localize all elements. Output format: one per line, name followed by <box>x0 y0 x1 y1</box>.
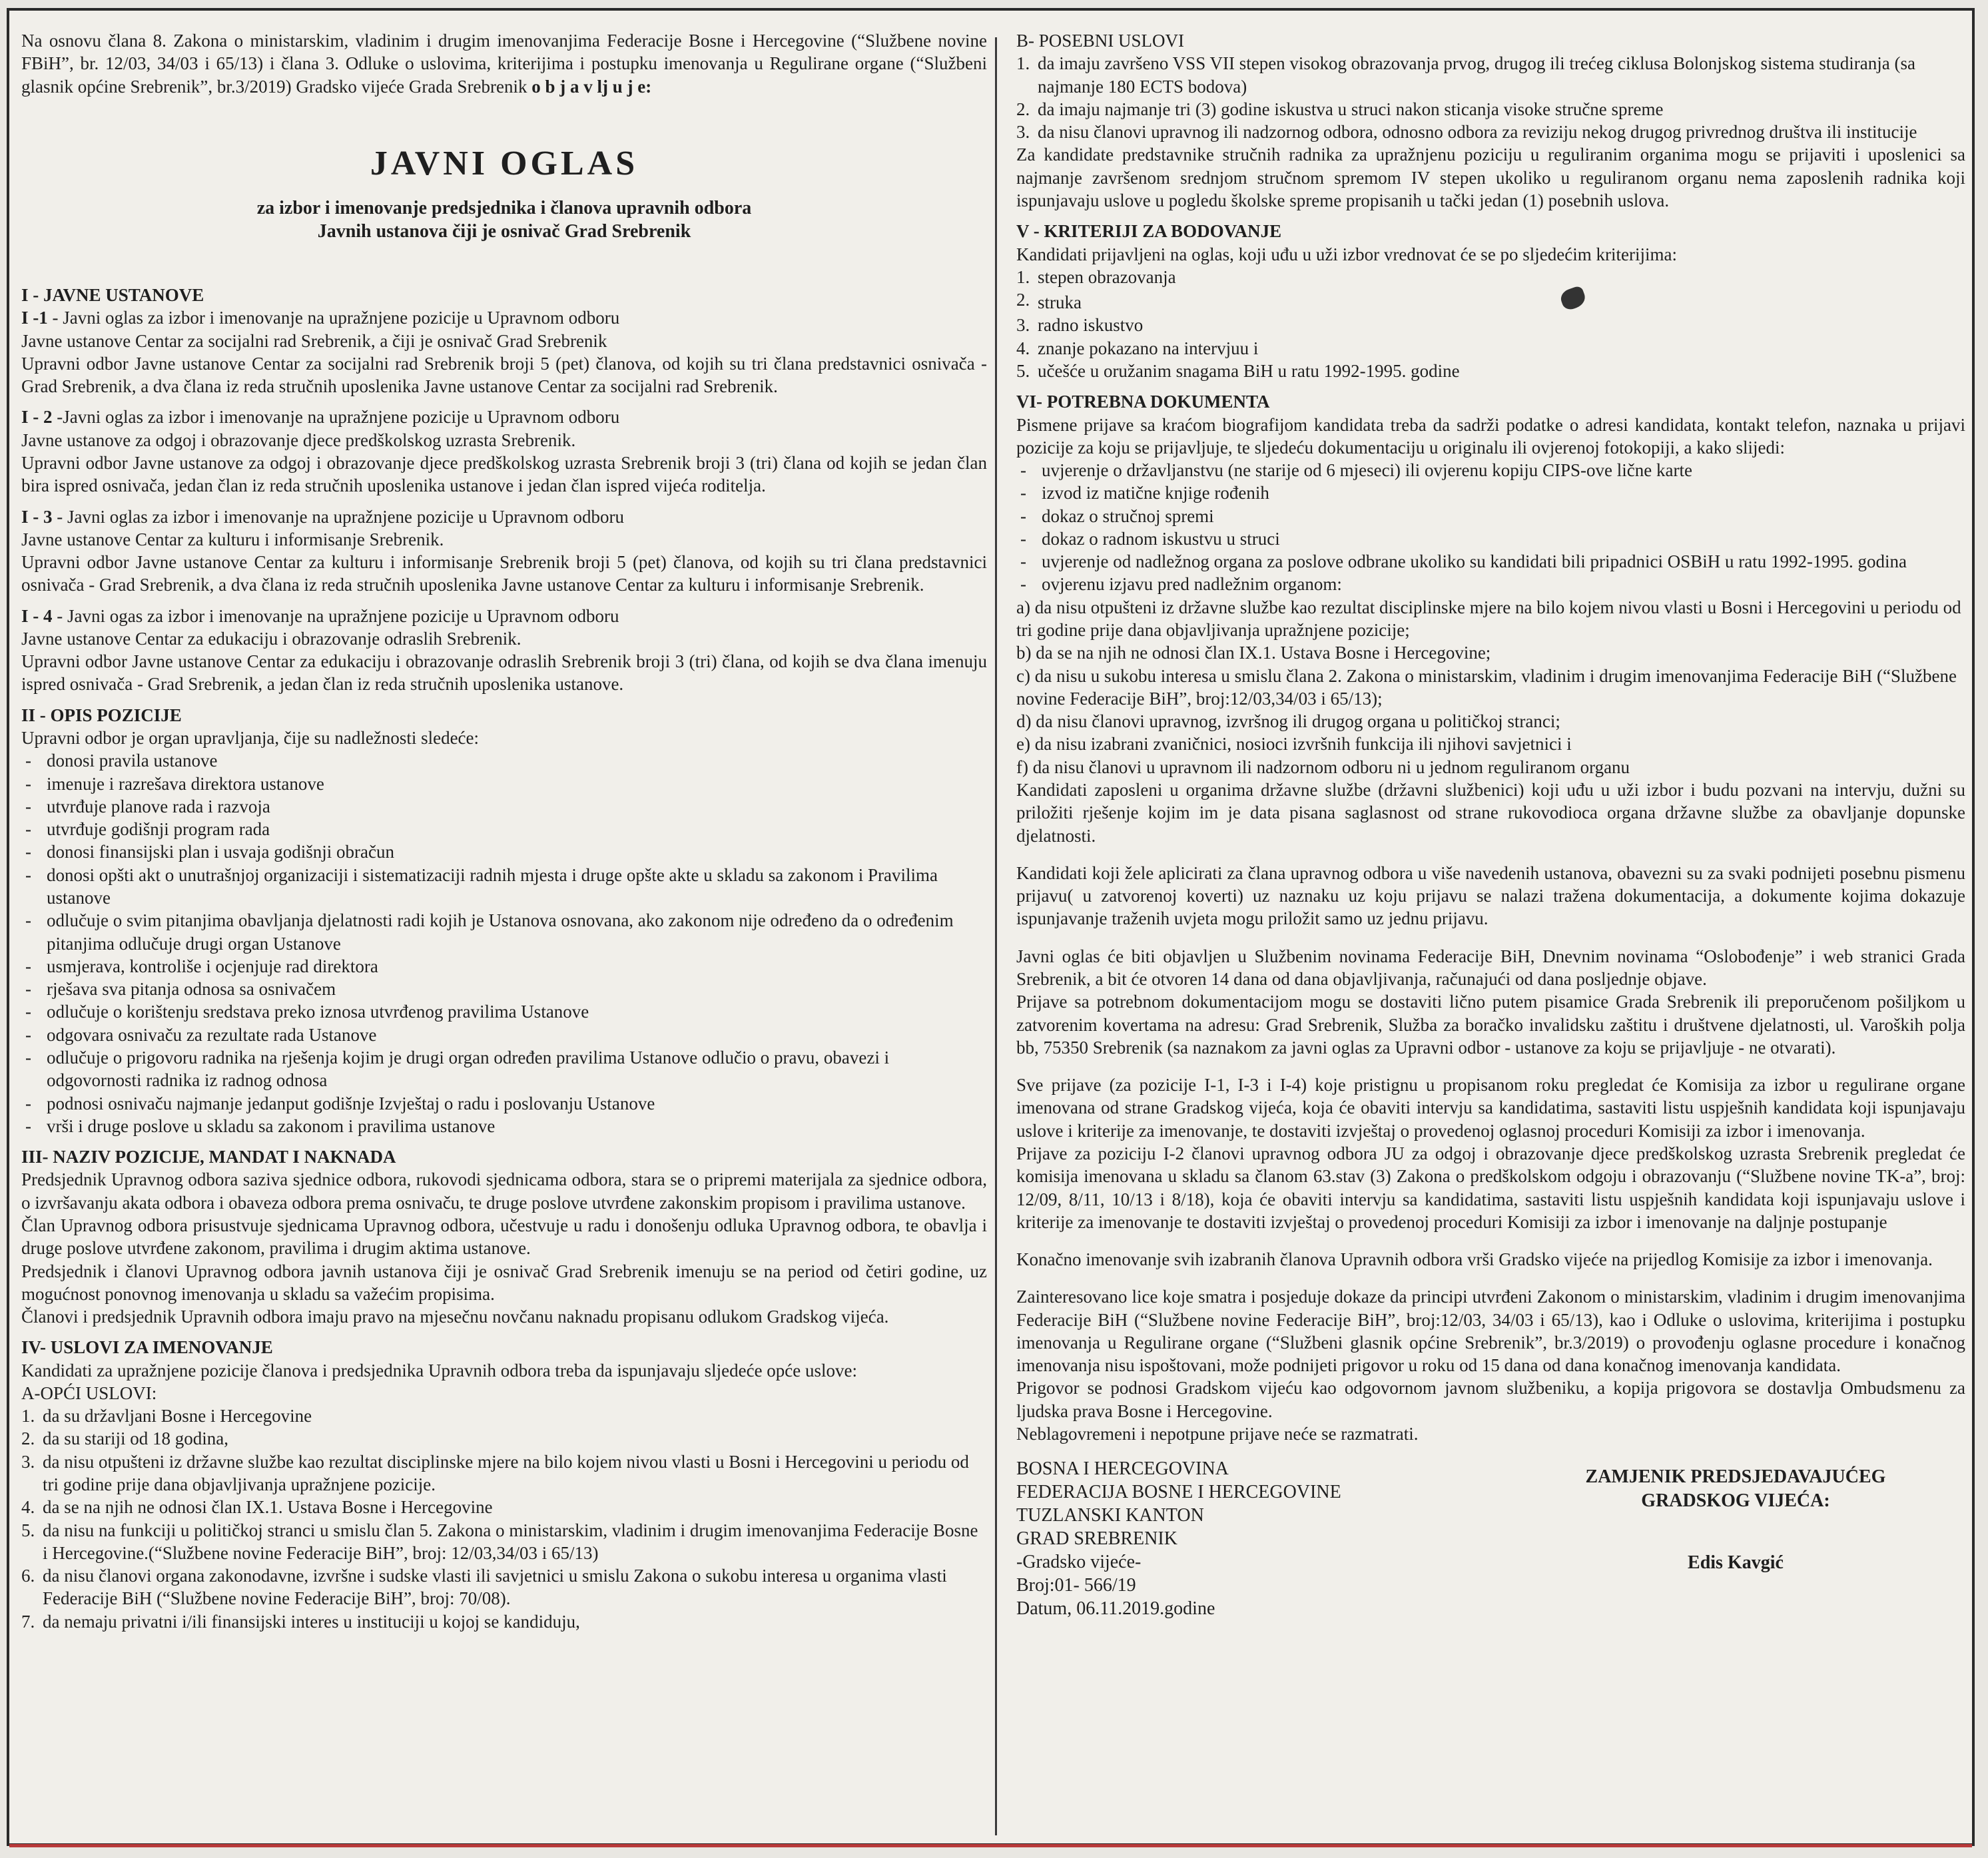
paragraph: Član Upravnog odbora prisustvuje sjednicama Upravnog odbora, učestvuje u radu i donošenju odluka Upravnog odbora, te obavlja i druge poslove utvrđene zakonom, pravilima i drugim aktima ustanove. <box>21 1215 987 1259</box>
paragraph: Zainteresovano lice koje smatra i posjeduje dokaze da principi utvrđeni Zakonom o ministarskim, vladinim i drugim imenovanjima Federacije BiH (“Službene novine Federacije BiH”, broj:12/03, 34/03 i 65/13), kao i Odluke o uslovima, kriterijima i postupku imenovanja u Regulirane organe (“Službeni glasnik općine Srebrenik”, br.3/2019) o provođenju oglasne procedure i konačnog imenovanja nisu ispoštovani, može podnijeti prigovor u roku od 15 dana od dana konačnog imenovanja kandidata. <box>1016 1287 1965 1376</box>
list-item: 5. učešće u oružanim snagama BiH u ratu 1992-1995. godine <box>1016 360 1460 381</box>
list-item: - rješava sva pitanja odnosa sa osnivačem <box>21 978 987 1000</box>
paragraph: Kandidati zaposleni u organima državne službe (državni službenici) koji uđu u uži izbor i budu pozvani na intervju, dužni su priložiti rješenje kojim im je data pisana saglasnost od strane rukovodioca organa državne službe za obavljanje dopunske djelatnosti. <box>1016 780 1965 846</box>
institution-item <box>21 505 987 597</box>
paragraph: Javni oglas će biti objavljen u Službenim novinama Federacije BiH, Dnevnim novinama “Oslobođenje” i web stranici Grada Srebrenik, a bit će otvoren 14 dana od dana objavljivanja, računajući od dana posljednje objave. <box>1016 946 1965 989</box>
section-heading: II - OPIS POZICIJE <box>21 705 182 725</box>
subtitle-line-2: Javnih ustanova čiji je osnivač Grad Srebrenik <box>317 221 691 242</box>
paragraph: Članovi i predsjednik Upravnih odbora imaju pravo na mjesečnu novčanu naknadu propisanu odlukom Gradskog vijeća. <box>21 1307 889 1327</box>
list-item: - donosi opšti akt o unutrašnjoj organizaciji i sistematizaciji radnih mjesta i druge opšte akte u skladu sa zakonom i Pravilima ustanove <box>21 864 987 910</box>
address-line: Broj:01- 566/19 <box>1016 1575 1136 1596</box>
list-item: - uvjerenje o državljanstvu (ne starije od 6 mjeseci) ili ovjerenu kopiju CIPS-ove lične karte <box>1016 459 1965 481</box>
section-lead: Pismene prijave sa kraćom biografijom kandidata treba da sadrži podatke o adresi kandidata, kontakt telefon, naznaka u prijavi pozicije za koju se prijavljuje, te sljedeću dokumentaciju u originalu ili ovjerenoj fotokopiji, a kako slijedi: <box>1016 414 1965 458</box>
list-item: - izvod iz matične knjige rođenih <box>1016 481 1965 504</box>
list-item: 6. da nisu članovi organa zakonodavne, izvršne i sudske vlasti ili savjetnici u smislu Zakona o sukobu interesa u organima vlasti Federacije BiH (“Službene novine Federacije BiH”, broj: 70/08). <box>21 1566 947 1609</box>
address-line: Datum, 06.11.2019.godine <box>1016 1598 1215 1620</box>
section-heading: VI- POTREBNA DOKUMENTA <box>1016 392 1270 412</box>
list-item: 3. da nisu otpušteni iz državne službe kao rezultat disciplinske mjere na bilo kojem nivou vlasti u Bosni i Hercegovini u periodu od tri godine prije dana objavljivanja upražnjene pozicije. <box>21 1451 969 1495</box>
section-posebni-uslovi <box>1016 29 1965 212</box>
page-bottom-rule <box>9 1844 1972 1847</box>
list-item: - ovjerenu izjavu pred nadležnim organom: <box>1016 573 1965 595</box>
list-item: - odlučuje o svim pitanjima obavljanja djelatnosti radi kojih je Ustanova osnovana, ako zakonom nije određeno da o određenim pitanjima odlučuje drugi organ Ustanove <box>21 909 987 955</box>
list-item: - donosi finansijski plan i usvaja godišnji obračun <box>21 840 987 863</box>
list-item: 3. radno iskustvo <box>1016 315 1144 336</box>
item-code: I - 3 <box>21 506 53 527</box>
documents-list <box>1016 459 1965 596</box>
list-item: 4. da se na njih ne odnosi član IX.1. Ustava Bosne i Hercegovine <box>21 1497 493 1518</box>
section-heading: III- NAZIV POZICIJE, MANDAT I NAKNADA <box>21 1147 396 1167</box>
item-line: Upravni odbor Javne ustanove Centar za edukaciju i obrazovanje odraslih Srebrenik broji 3 (tri) člana, od kojih se dva člana imenuju ispred osnivača - Grad Srebrenik, a jedan član iz reda stručnih uposlenika ustanove. <box>21 651 987 695</box>
section-javne-ustanove <box>21 284 987 696</box>
item-line: Javne ustanove za odgoj i obrazovanje djece predškolskog uzrasta Srebrenik. <box>21 430 576 450</box>
intro-text: Na osnovu člana 8. Zakona o ministarskim, vladinim i drugim imenovanjima Federacije Bosne i Hercegovine (“Službene novine FBiH”, br. 12/03, 34/03 i 65/13) i člana 3. Odluke o uslovima, kriterijima i postupku imenovanja u Regulirane organe (“Službeni glasnik općine Srebrenik”, br.3/2019) Gradsko vijeće Grada Srebrenik <box>21 31 987 97</box>
item-line: Upravni odbor Javne ustanove Centar za socijalni rad Srebrenik broji 5 (pet) članova, od kojih su tri člana predstavnici osnivača - Grad Srebrenik, a dva člana iz reda stručnih uposlenika Javne ustanove Centar za socijalni rad Srebrenik. <box>21 353 987 397</box>
list-item: 2. da imaju najmanje tri (3) godine iskustva u struci nakon sticanja visoke stručne spreme <box>1016 99 1664 119</box>
paragraph: Neblagovremeni i nepotpune prijave neće se razmatrati. <box>1016 1424 1419 1444</box>
section-lead: Kandidati prijavljeni na oglas, koji uđu u uži izbor vrednovat će se po sljedećim kriterijima: <box>1016 244 1677 264</box>
right-column <box>1016 29 1965 1637</box>
list-item: 3. da nisu članovi upravnog ili nadzornog odbora, odnosno odbora za reviziju nekog drugog privrednog društva ili institucije <box>1016 122 1917 143</box>
section-dokumenta <box>1016 390 1965 1445</box>
institution-item <box>21 406 987 497</box>
item-line: Javne ustanove Centar za socijalni rad Srebrenik, a čiji je osnivač Grad Srebrenik <box>21 330 607 351</box>
list-item: 5. da nisu na funkciji u političkoj stranci u smislu član 5. Zakona o ministarskim, vladinim i drugim imenovanjima Federacije Bosne i Hercegovine.(“Službene novine Federacije BiH”, broj: 12/03,34/03 i 65/13) <box>21 1520 978 1563</box>
list-item: - podnosi osnivaču najmanje jedanput godišnje Izvještaj o radu i poslovanju Ustanove <box>21 1092 987 1115</box>
column-divider <box>995 37 997 1835</box>
paragraph: Predsjednik Upravnog odbora saziva sjednice odbora, rukovodi sjednicama odbora, stara se o pripremi materijala za sjednice odbora, o izvršavanju akata odbora i obaveza odbora prema osnivaču, te druge poslove utvrđene zakonskim propisom i pravilima ustanove. <box>21 1169 987 1213</box>
signature-title-2: GRADSKOG VIJEĆA: <box>1641 1490 1830 1511</box>
paragraph: Sve prijave (za pozicije I-1, I-3 i I-4) koje pristignu u propisanom roku pregledat će Komisija za izbor u regulirane organe imenovana od strane Gradskog vijeća, koja će obaviti intervju sa kandidatima, sastaviti listu uspješnih kandidata koji ispunjavaju uslove i kriterije za imenovanje, te dostaviti izvještaj o provedenoj oglasnoj proceduri Komisiji za izbor i imenovanja. <box>1016 1075 1965 1141</box>
list-item: 1. da imaju završeno VSS VII stepen visokog obrazovanja prvog, drugog ili trećeg ciklusa Bolonjskog sistema studiranja (sa najmanje 180 ECTS bodova) <box>1016 53 1915 97</box>
declaration-item: d) da nisu članovi upravnog, izvršnog ili drugog organa u političkoj stranci; <box>1016 711 1560 732</box>
address-line: GRAD SREBRENIK <box>1016 1528 1177 1550</box>
institution-item <box>21 306 987 398</box>
declaration-item: e) da nisu izabrani zvaničnici, nosioci izvršnih funkcija ili njihovi savjetnici i <box>1016 734 1572 755</box>
section-kriteriji <box>1016 220 1965 382</box>
list-item: - vrši i druge poslove u skladu sa zakonom i pravilima ustanove <box>21 1115 987 1137</box>
list-item: - imenuje i razrešava direktora ustanove <box>21 773 987 795</box>
item-code: I - 4 <box>21 605 53 626</box>
item-line: Upravni odbor Javne ustanove za odgoj i obrazovanje djece predškolskog uzrasta Srebrenik broji 3 (tri) člana od kojih se jedan član bira ispred osnivača, jedan član iz reda stručnih uposlenika ustanove i jedan član ispred vijeća roditelja. <box>21 452 987 496</box>
paragraph: Predsjednik i članovi Upravnog odbora javnih ustanova čiji je osnivač Grad Srebrenik imenuju se na period od četiri godine, uz mogućnost ponovnog imenovanja u skladu sa važećim propisima. <box>21 1261 987 1304</box>
footer <box>1016 1457 1965 1637</box>
paragraph: Kandidati koji žele aplicirati za člana upravnog odbora u više navedenih ustanova, obavezni su za svaki podnijeti posebnu pismenu prijavu( u zatvorenoj koverti) uz naznaku uz koju prijavu se nalazi tražena dokumentacija, a dokumente kojima dokazuje ispunjavanje traženih uvjeta mogu priložit samo uz jednu prijavu. <box>1016 862 1965 929</box>
section-heading: IV- USLOVI ZA IMENOVANJE <box>21 1337 273 1358</box>
institution-item <box>21 605 987 696</box>
title-block <box>21 142 987 244</box>
section-naziv-pozicije <box>21 1145 987 1328</box>
item-line: Javne ustanove Centar za kulturu i informisanje Srebrenik. <box>21 529 444 549</box>
list-item: 1. stepen obrazovanja <box>1016 266 1176 287</box>
page-title: JAVNI OGLAS <box>370 144 639 182</box>
section-lead: Upravni odbor je organ upravljanja, čije su nadležnosti sledeće: <box>21 728 480 749</box>
section-uslovi <box>21 1336 987 1633</box>
list-item: - utvrđuje planove rada i razvoja <box>21 795 987 818</box>
list-item: - uvjerenje od nadležnog organa za poslove odbrane ukoliko su kandidati bili pripadnici OSBiH u ratu 1992-1995. godina <box>1016 550 1965 573</box>
list-item: - donosi pravila ustanove <box>21 749 987 772</box>
list-item: 2. struka <box>1016 288 1965 314</box>
issuer-address <box>1016 1457 1341 1620</box>
list-item: - dokaz o stručnoj spremi <box>1016 505 1965 527</box>
declaration-item: b) da se na njih ne odnosi član IX.1. Ustava Bosne i Hercegovine; <box>1016 643 1491 663</box>
list-item: - odlučuje o korištenju sredstava preko iznosa utvrđenog pravilima Ustanove <box>21 1000 987 1023</box>
address-line: TUZLANSKI KANTON <box>1016 1505 1204 1526</box>
item-code: I - 2 <box>21 407 53 428</box>
signature-name: Edis Kavgić <box>1688 1552 1784 1574</box>
special-note: Za kandidate predstavnike stručnih radnika za upražnjenu poziciju u reguliranim organima mogu se prijaviti i uposlenici sa najmanje završenom srednjom stručnom spremom IV stepen ukoliko u reguliranom organu nema zaposlenih radnika koji ispunjavaju uslove u pogledu školske spreme propisanih u tački jedan (1) posebnih uslova. <box>1016 145 1965 210</box>
declaration-item: c) da nisu u sukobu interesa u smislu člana 2. Zakona o ministarskim, vladinim i drugim imenovanjima Federacije BiH (“Službene novine Federacije BiH”, broj:12/03,34/03 i 65/13); <box>1016 665 1957 709</box>
address-line: FEDERACIJA BOSNE I HERCEGOVINE <box>1016 1482 1341 1503</box>
section-opis-pozicije <box>21 704 987 1137</box>
intro-paragraph <box>21 29 987 98</box>
list-item: 2. da su stariji od 18 godina, <box>21 1428 228 1449</box>
declarations-list <box>1016 596 1965 778</box>
list-item: 7. da nemaju privatni i/ili finansijski interes u instituciji u kojoj se kandiduju, <box>21 1611 580 1632</box>
general-conditions-list <box>21 1404 987 1633</box>
signature-title-1: ZAMJENIK PREDSJEDAVAJUĆEG <box>1585 1466 1886 1488</box>
list-item: - usmjerava, kontroliše i ocjenjuje rad direktora <box>21 955 987 978</box>
list-item: - odgovara osnivaču za rezultate rada Ustanove <box>21 1024 987 1046</box>
list-item: - utvrđuje godišnji program rada <box>21 818 987 840</box>
subsection-heading: A-OPĆI USLOVI: <box>21 1383 157 1403</box>
ink-blot <box>1558 285 1588 312</box>
paragraph: Prijave za poziciju I-2 članovi upravnog odbora JU za odgoj i obrazovanje djece predškolskog uzrasta Srebrenik pregledat će komisija imenovana u skladu sa članom 63.stav (3) Zakona o predškolskom odgoju i obrazovanju (“Službene novine TK-a”, broj: 12/09, 8/11, 10/13 i 8/18), koja će obaviti intervju sa kandidatima, sastaviti listu uspješnih kandidata koji ispunjavaju uslove i kriterije za imenovanje te dostaviti izvještaj o provedenoj proceduri Komisiji za izbor i imenovanje na daljnje postupanje <box>1016 1143 1965 1232</box>
item-line: - Javni oglas za izbor i imenovanje na upražnjene pozicije u Upravnom odboru <box>52 308 620 328</box>
list-item: 1. da su državljani Bosne i Hercegovine <box>21 1406 312 1426</box>
section-heading: I - JAVNE USTANOVE <box>21 284 204 305</box>
intro-verb: o b j a v lj u j e: <box>531 76 652 97</box>
item-code: I -1 <box>21 308 48 328</box>
item-line: - Javni oglas za izbor i imenovanje na upražnjene pozicije u Upravnom odboru <box>57 506 624 527</box>
list-item: - dokaz o radnom iskustvu u struci <box>1016 527 1965 550</box>
item-line: Javne ustanove Centar za edukaciju i obrazovanje odraslih Srebrenik. <box>21 628 521 649</box>
signature-block <box>1562 1465 1909 1575</box>
address-line: BOSNA I HERCEGOVINA <box>1016 1458 1229 1480</box>
item-line: Upravni odbor Javne ustanove Centar za kulturu i informisanje Srebrenik broji 5 (pet) članova, od kojih su tri člana predstavnici osnivača - Grad Srebrenik, a dva člana iz reda stručnih uposlenika Javne ustanove Centar za kulturu i informisanje Srebrenik. <box>21 552 987 595</box>
special-conditions-list <box>1016 52 1965 143</box>
subtitle-line-1: za izbor i imenovanje predsjednika i članova upravnih odbora <box>256 197 752 218</box>
list-item: - odlučuje o prigovoru radnika na rješenja kojim je drugi organ određen pravilima Ustanove odlučio o pravu, obavezi i odgovornosti radnika iz radnog odnosa <box>21 1046 987 1092</box>
paragraph: Prigovor se podnosi Gradskom vijeću kao odgovornom javnom službeniku, a kopija prigovora se dostavlja Ombudsmenu za ljudska prava Bosne i Hercegovine. <box>1016 1378 1965 1421</box>
left-column <box>21 29 987 1633</box>
section-heading: V - KRITERIJI ZA BODOVANJE <box>1016 221 1282 242</box>
item-line: - Javni ogas za izbor i imenovanje na upražnjene pozicije u Upravnom odboru <box>57 605 619 626</box>
section-lead: Kandidati za upražnjene pozicije članova i predsjednika Upravnih odbora treba da ispunjavaju sljedeće opće uslove: <box>21 1360 858 1381</box>
subsection-heading: B- POSEBNI USLOVI <box>1016 31 1185 51</box>
newspaper-page <box>7 8 1975 1846</box>
competence-list <box>21 749 987 1137</box>
declaration-item: f) da nisu članovi u upravnom ili nadzornom odboru ni u jednom reguliranom organu <box>1016 757 1630 777</box>
item-line: -Javni oglas za izbor i imenovanje na upražnjene pozicije u Upravnom odboru <box>57 407 620 428</box>
address-line: -Gradsko vijeće- <box>1016 1552 1142 1573</box>
criteria-list <box>1016 266 1965 382</box>
list-item: 4. znanje pokazano na intervjuu i <box>1016 338 1259 358</box>
declaration-item: a) da nisu otpušteni iz državne službe kao rezultat disciplinske mjere na bilo kojem nivou vlasti u Bosni i Hercegovini u periodu od tri godine prije dana objavljivanja upražnjene pozicije; <box>1016 597 1961 641</box>
paragraph: Konačno imenovanje svih izabranih članova Upravnih odbora vrši Gradsko vijeće na prijedlog Komisije za izbor i imenovanja. <box>1016 1249 1933 1270</box>
paragraph: Prijave sa potrebnom dokumentacijom mogu se dostaviti lično putem pisamice Grada Srebrenik ili preporučenom pošiljkom u zatvorenim kovertama na adresu: Grad Srebrenik, Služba za boračko invalidsku zaštitu i društvene djelatnosti, ul. Varoških polja bb, 75350 Srebrenik (sa naznakom za javni oglas za Upravni odbor - ustanove za koju se prijavljuje - ne otvarati). <box>1016 992 1965 1058</box>
